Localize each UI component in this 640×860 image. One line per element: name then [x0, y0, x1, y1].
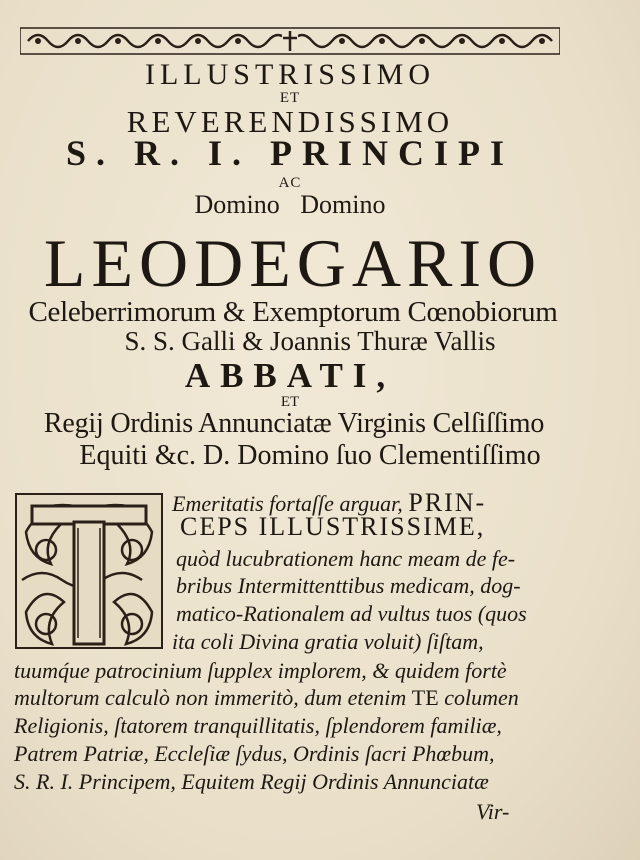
body-line-4: bribus Intermittenttibus medicam, dog- [176, 573, 521, 598]
title-line-ac: AC [278, 175, 302, 191]
body-line-7: tuumq́ue patrocinium ſupplex implorem, & quidem fortè [14, 658, 507, 683]
body-line-11: S. R. I. Principem, Equitem Regij Ordinis Annunciatæ [14, 769, 489, 794]
body-line-9: Religionis, ſtatorem tranquillitatis, ſplendorem familiæ, [14, 713, 502, 738]
title-line-equiti: Equiti &c. D. Domino ſuo Clementiſſimo [79, 440, 541, 471]
body-line-8-b: columen [438, 685, 519, 710]
body-line-5: matico-Rationalem ad vultus tuos (quos [176, 601, 527, 626]
title-line-illustrissimo: ILLUSTRISSIMO [144, 58, 435, 91]
body-line-2: CEPS ILLUSTRISSIME, [180, 512, 486, 541]
body-line-10: Patrem Patriæ, Eccleſiæ ſydus, Ordinis ſacri Phœbum, [14, 741, 495, 766]
body-line-1-italic: Emeritatis fortaſſe arguar, [172, 491, 409, 516]
body-line-1-caps: PRIN- [408, 488, 487, 517]
body-line-6: ita coli Divina gratia voluit) ſiſtam, [172, 629, 484, 654]
catchword: Vir- [476, 799, 510, 824]
title-line-leodegario: LEODEGARIO [43, 225, 543, 301]
initial-letter: T [88, 632, 90, 633]
title-line-coenobiorum: Celeberrimorum & Exemptorum Cœnobiorum [28, 296, 558, 328]
body-line-8-te: TE [411, 685, 439, 710]
title-line-abbati: ABBATI, [184, 356, 396, 395]
title-line-regij-ordinis: Regij Ordinis Annunciatæ Virginis Celſiſſimo [43, 408, 545, 439]
decorated-initial-icon [14, 492, 164, 650]
title-line-reverendissimo: REVERENDISSIMO [126, 104, 454, 139]
title-line-principi: S. R. I. PRINCIPI [65, 133, 515, 173]
body-line-3: quòd lucubrationem hanc meam de fe- [176, 546, 516, 571]
body-line-8 [14, 685, 519, 711]
title-line-domino: Domino Domino [194, 190, 386, 219]
title-line-et-2: ET [280, 394, 300, 410]
title-line-galli: S. S. Galli & Joannis Thuræ Vallis [124, 326, 496, 356]
ornament-border-icon [20, 26, 560, 56]
body-line-8-a: multorum calculò non immeritò, dum etenim [14, 685, 412, 710]
title-line-et: ET [279, 90, 301, 106]
